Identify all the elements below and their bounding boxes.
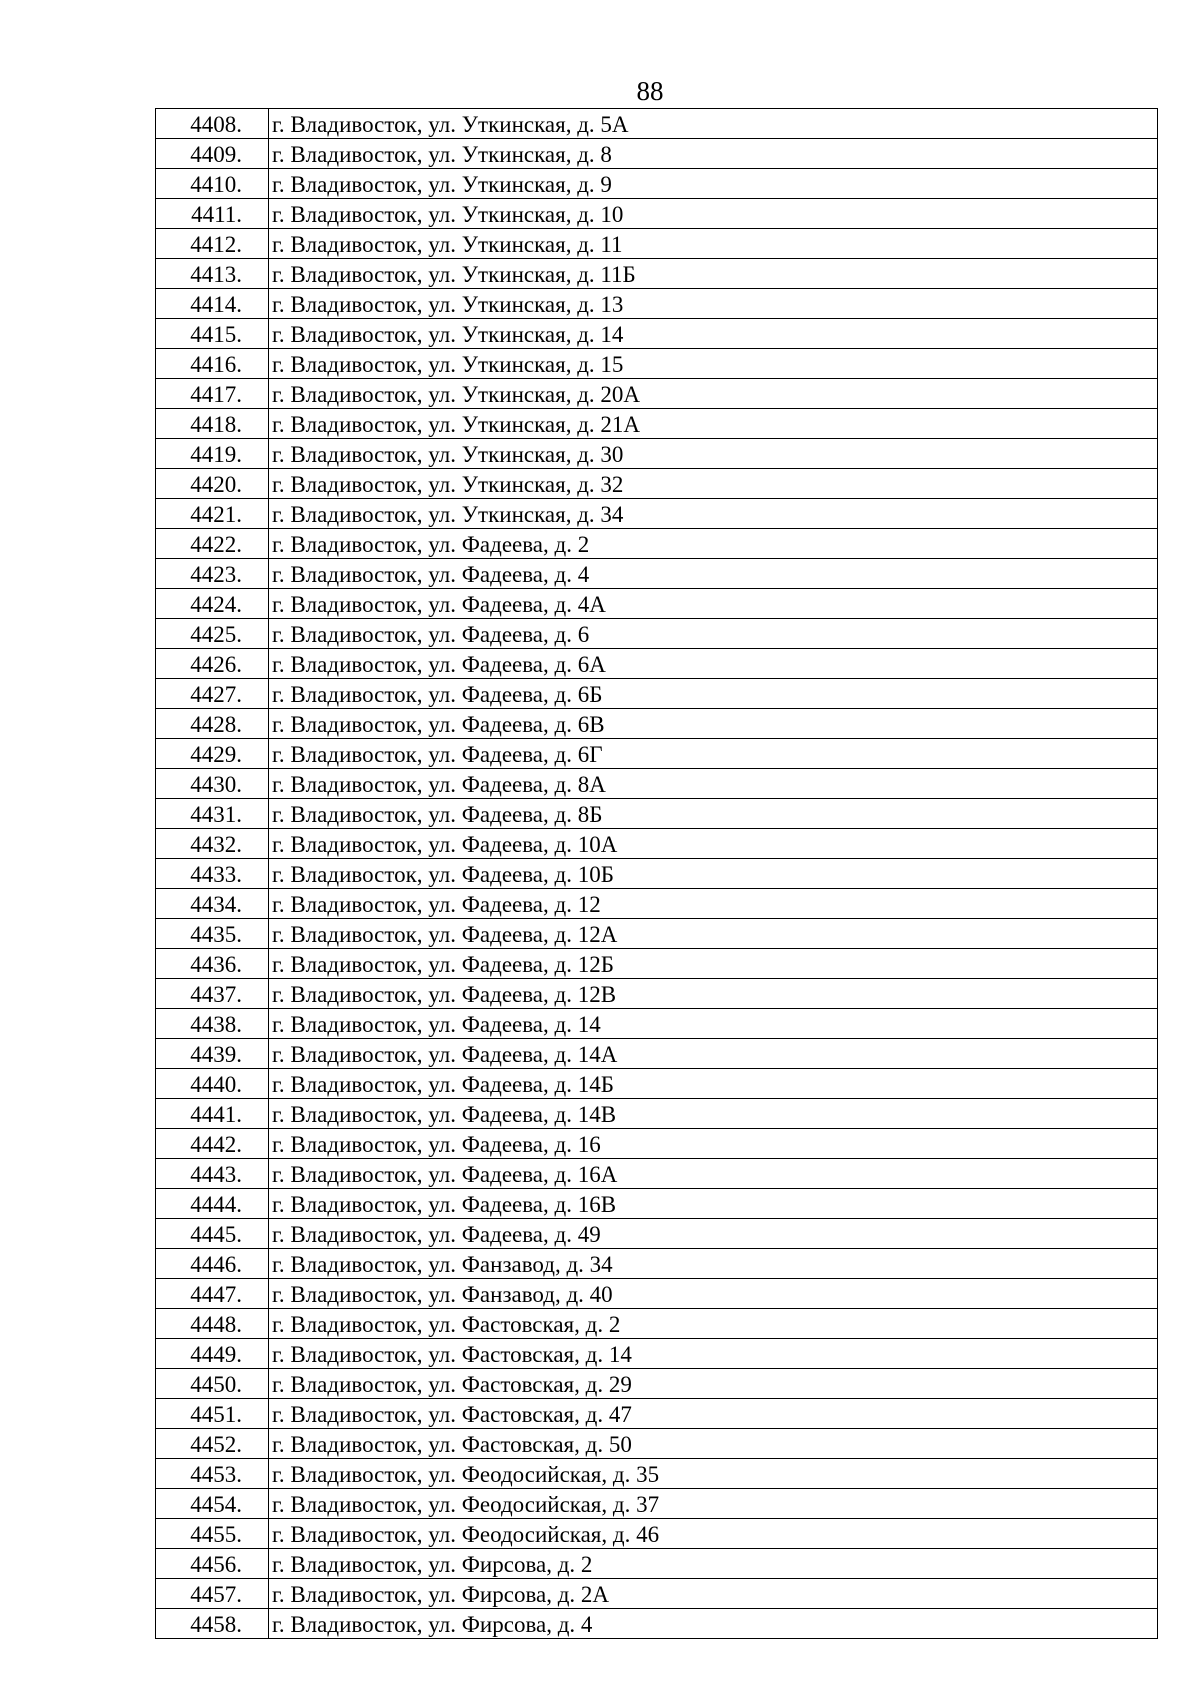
row-number: 4454. [156,1489,269,1519]
row-number: 4446. [156,1249,269,1279]
row-address: г. Владивосток, ул. Фастовская, д. 50 [269,1429,1158,1459]
row-address: г. Владивосток, ул. Фастовская, д. 2 [269,1309,1158,1339]
row-address: г. Владивосток, ул. Фадеева, д. 14 [269,1009,1158,1039]
row-number: 4424. [156,589,269,619]
row-address: г. Владивосток, ул. Уткинская, д. 30 [269,439,1158,469]
table-row [156,889,1158,919]
row-number: 4431. [156,799,269,829]
row-number: 4439. [156,1039,269,1069]
row-address: г. Владивосток, ул. Фадеева, д. 10Б [269,859,1158,889]
table-row [156,1219,1158,1249]
row-address: г. Владивосток, ул. Фадеева, д. 16 [269,1129,1158,1159]
row-address: г. Владивосток, ул. Фадеева, д. 4 [269,559,1158,589]
row-number: 4453. [156,1459,269,1489]
row-number: 4436. [156,949,269,979]
row-address: г. Владивосток, ул. Фадеева, д. 14Б [269,1069,1158,1099]
table-row [156,139,1158,169]
table-row [156,979,1158,1009]
row-number: 4458. [156,1609,269,1639]
row-address: г. Владивосток, ул. Фадеева, д. 8А [269,769,1158,799]
row-address: г. Владивосток, ул. Феодосийская, д. 46 [269,1519,1158,1549]
row-number: 4450. [156,1369,269,1399]
row-number: 4455. [156,1519,269,1549]
table-row [156,259,1158,289]
row-number: 4410. [156,169,269,199]
row-number: 4413. [156,259,269,289]
row-number: 4438. [156,1009,269,1039]
row-number: 4414. [156,289,269,319]
row-address: г. Владивосток, ул. Фирсова, д. 2А [269,1579,1158,1609]
row-address: г. Владивосток, ул. Фадеева, д. 14В [269,1099,1158,1129]
row-number: 4443. [156,1159,269,1189]
row-address: г. Владивосток, ул. Фадеева, д. 6А [269,649,1158,679]
row-address: г. Владивосток, ул. Уткинская, д. 8 [269,139,1158,169]
row-number: 4411. [156,199,269,229]
row-number: 4419. [156,439,269,469]
row-address: г. Владивосток, ул. Феодосийская, д. 37 [269,1489,1158,1519]
table-row [156,1249,1158,1279]
row-number: 4420. [156,469,269,499]
row-number: 4449. [156,1339,269,1369]
row-number: 4408. [156,109,269,139]
row-number: 4426. [156,649,269,679]
row-address: г. Владивосток, ул. Уткинская, д. 21А [269,409,1158,439]
row-number: 4425. [156,619,269,649]
table-row [156,379,1158,409]
row-address: г. Владивосток, ул. Уткинская, д. 20А [269,379,1158,409]
table-row [156,1039,1158,1069]
row-number: 4445. [156,1219,269,1249]
row-address: г. Владивосток, ул. Фадеева, д. 12Б [269,949,1158,979]
table-row [156,289,1158,319]
row-number: 4430. [156,769,269,799]
table-row [156,649,1158,679]
row-number: 4444. [156,1189,269,1219]
row-number: 4442. [156,1129,269,1159]
table-row [156,679,1158,709]
row-number: 4457. [156,1579,269,1609]
table-row [156,349,1158,379]
row-address: г. Владивосток, ул. Фадеева, д. 6Г [269,739,1158,769]
row-address: г. Владивосток, ул. Уткинская, д. 11 [269,229,1158,259]
table-row [156,829,1158,859]
table-row [156,439,1158,469]
row-number: 4437. [156,979,269,1009]
row-number: 4434. [156,889,269,919]
row-address: г. Владивосток, ул. Фастовская, д. 47 [269,1399,1158,1429]
table-row [156,859,1158,889]
table-row [156,1009,1158,1039]
table-row [156,1159,1158,1189]
table-row [156,1609,1158,1639]
row-address: г. Владивосток, ул. Фадеева, д. 16А [269,1159,1158,1189]
table-row [156,739,1158,769]
table-row [156,1429,1158,1459]
row-address: г. Владивосток, ул. Уткинская, д. 9 [269,169,1158,199]
row-address: г. Владивосток, ул. Фадеева, д. 10А [269,829,1158,859]
table-row [156,589,1158,619]
row-number: 4422. [156,529,269,559]
table-row [156,1519,1158,1549]
table-row [156,409,1158,439]
table-row [156,1069,1158,1099]
table-row [156,769,1158,799]
address-table [155,108,1158,1639]
row-number: 4409. [156,139,269,169]
row-address: г. Владивосток, ул. Уткинская, д. 32 [269,469,1158,499]
row-address: г. Владивосток, ул. Фадеева, д. 12В [269,979,1158,1009]
row-address: г. Владивосток, ул. Фанзавод, д. 34 [269,1249,1158,1279]
row-number: 4427. [156,679,269,709]
table-row [156,1339,1158,1369]
table-row [156,949,1158,979]
table-row [156,1369,1158,1399]
table-row [156,499,1158,529]
table-row [156,469,1158,499]
row-address: г. Владивосток, ул. Фадеева, д. 12А [269,919,1158,949]
row-address: г. Владивосток, ул. Фирсова, д. 4 [269,1609,1158,1639]
table-row [156,1459,1158,1489]
table-row [156,619,1158,649]
row-number: 4433. [156,859,269,889]
row-number: 4441. [156,1099,269,1129]
row-number: 4429. [156,739,269,769]
row-address: г. Владивосток, ул. Фадеева, д. 6Б [269,679,1158,709]
row-number: 4428. [156,709,269,739]
row-address: г. Владивосток, ул. Уткинская, д. 14 [269,319,1158,349]
row-address: г. Владивосток, ул. Фастовская, д. 14 [269,1339,1158,1369]
row-number: 4416. [156,349,269,379]
row-address: г. Владивосток, ул. Фадеева, д. 14А [269,1039,1158,1069]
row-address: г. Владивосток, ул. Фастовская, д. 29 [269,1369,1158,1399]
row-address: г. Владивосток, ул. Фадеева, д. 49 [269,1219,1158,1249]
table-row [156,1309,1158,1339]
row-number: 4435. [156,919,269,949]
row-address: г. Владивосток, ул. Уткинская, д. 11Б [269,259,1158,289]
table-row [156,1099,1158,1129]
table-row [156,709,1158,739]
row-number: 4440. [156,1069,269,1099]
table-row [156,1129,1158,1159]
table-row [156,919,1158,949]
row-number: 4456. [156,1549,269,1579]
table-row [156,199,1158,229]
table-row [156,109,1158,139]
row-address: г. Владивосток, ул. Фадеева, д. 6 [269,619,1158,649]
row-address: г. Владивосток, ул. Уткинская, д. 5А [269,109,1158,139]
row-address: г. Владивосток, ул. Уткинская, д. 15 [269,349,1158,379]
table-row [156,1489,1158,1519]
table-row [156,319,1158,349]
table-row [156,229,1158,259]
row-address: г. Владивосток, ул. Фадеева, д. 8Б [269,799,1158,829]
row-number: 4451. [156,1399,269,1429]
row-address: г. Владивосток, ул. Уткинская, д. 13 [269,289,1158,319]
row-number: 4417. [156,379,269,409]
row-address: г. Владивосток, ул. Фадеева, д. 4А [269,589,1158,619]
table-row [156,1579,1158,1609]
table-row [156,799,1158,829]
table-row [156,1189,1158,1219]
page-number: 88 [636,76,664,106]
table-row [156,529,1158,559]
table-row [156,1279,1158,1309]
table-row [156,1549,1158,1579]
row-address: г. Владивосток, ул. Фадеева, д. 12 [269,889,1158,919]
row-address: г. Владивосток, ул. Фанзавод, д. 40 [269,1279,1158,1309]
table-row [156,169,1158,199]
row-number: 4447. [156,1279,269,1309]
row-number: 4452. [156,1429,269,1459]
row-number: 4432. [156,829,269,859]
table-row [156,559,1158,589]
row-number: 4418. [156,409,269,439]
row-number: 4423. [156,559,269,589]
row-address: г. Владивосток, ул. Уткинская, д. 34 [269,499,1158,529]
row-address: г. Владивосток, ул. Фадеева, д. 2 [269,529,1158,559]
row-address: г. Владивосток, ул. Фирсова, д. 2 [269,1549,1158,1579]
table-row [156,1399,1158,1429]
row-address: г. Владивосток, ул. Феодосийская, д. 35 [269,1459,1158,1489]
address-table-body [156,109,1158,1639]
row-number: 4415. [156,319,269,349]
row-address: г. Владивосток, ул. Фадеева, д. 6В [269,709,1158,739]
row-number: 4412. [156,229,269,259]
row-number: 4421. [156,499,269,529]
row-address: г. Владивосток, ул. Уткинская, д. 10 [269,199,1158,229]
row-address: г. Владивосток, ул. Фадеева, д. 16В [269,1189,1158,1219]
row-number: 4448. [156,1309,269,1339]
